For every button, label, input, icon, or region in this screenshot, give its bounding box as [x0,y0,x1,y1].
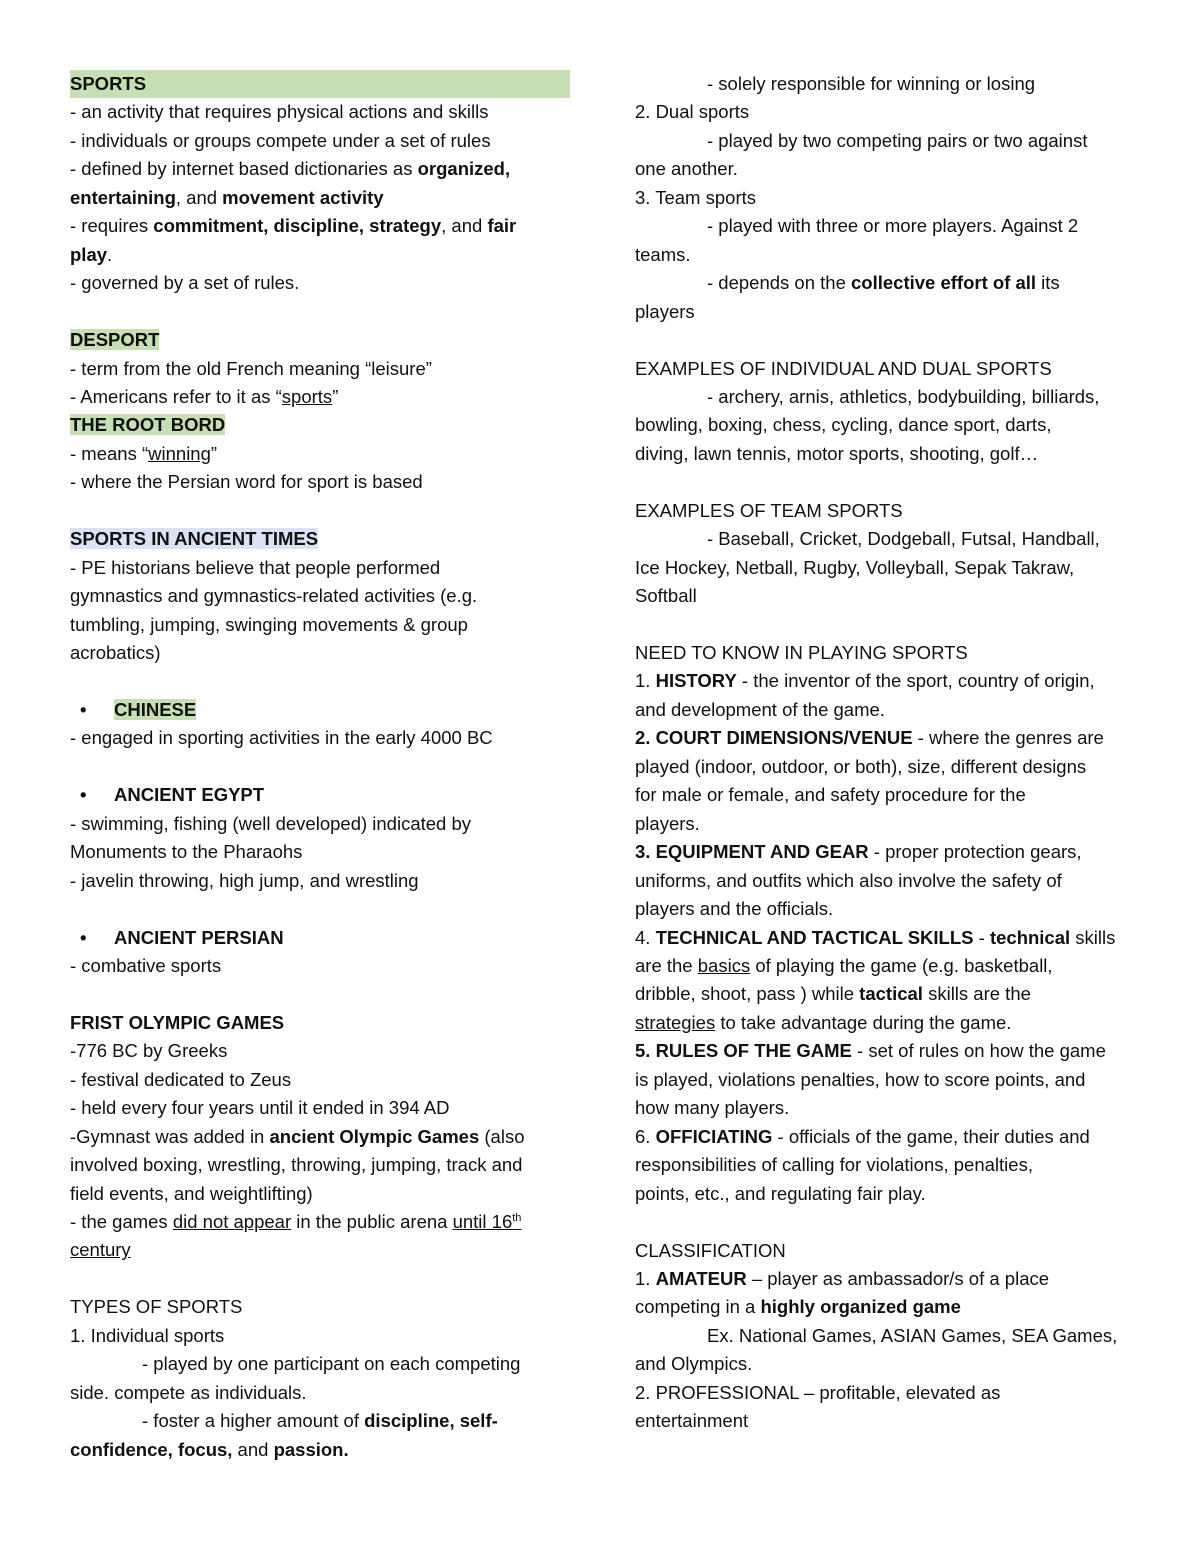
need-line: played (indoor, outdoor, or both), size, different designs [635,755,1087,777]
need-line: and development of the game. [635,698,885,720]
classification-line: 2. PROFESSIONAL – profitable, elevated as [635,1381,1001,1403]
heading-classification: CLASSIFICATION [635,1239,786,1261]
egypt-line: - swimming, fishing (well developed) indicated by [70,812,472,834]
heading-team-examples: EXAMPLES OF TEAM SPORTS [635,499,903,521]
sports-line: play. [70,243,113,265]
olympic-line: century [70,1239,131,1261]
types-line: 3. Team sports [635,186,756,208]
olympic-line: - the games did not appear in the public arena until 16th [70,1211,522,1233]
sports-line: - requires commitment, discipline, strategy, and fair [70,215,517,237]
olympic-line: field events, and weightlifting) [70,1182,313,1204]
need-line: are the basics of playing the game (e.g. basketball, [635,955,1053,976]
need-line: how many players. [635,1097,790,1119]
examples-line: diving, lawn tennis, motor sports, shooting, golf… [635,442,1039,464]
right-column [635,70,1140,1436]
types-line: side. compete as individuals. [70,1381,307,1403]
types-line: 1. Individual sports [70,1324,225,1346]
olympic-line: -Gymnast was added in ancient Olympic Games (also [70,1125,525,1147]
need-line: dribble, shoot, pass ) while tactical skills are the [635,983,1031,1005]
types-line: - played with three or more players. Against 2 [707,215,1079,237]
types-line: teams. [635,243,691,265]
heading-desport: DESPORT [70,329,160,351]
classification-line: and Olympics. [635,1353,753,1375]
need-line: responsibilities of calling for violations, penalties, [635,1154,1033,1176]
bullet-persian [70,924,570,952]
desport-line: - Americans refer to it as “sports” [70,385,339,407]
sports-line: entertaining, and movement activity [70,186,384,208]
classification-line: Ex. National Games, ASIAN Games, SEA Games, [707,1324,1118,1346]
heading-ancient-times: SPORTS IN ANCIENT TIMES [70,528,319,550]
need-line: 6. OFFICIATING - officials of the game, their duties and [635,1125,1090,1147]
need-line: 4. TECHNICAL AND TACTICAL SKILLS - technical skills [635,926,1116,948]
ancient-line: gymnastics and gymnastics-related activities (e.g. [70,585,478,607]
heading-sports: SPORTS [70,70,570,98]
need-line: strategies to take advantage during the game. [635,1011,1012,1033]
left-column [70,70,570,1464]
classification-line: 1. AMATEUR – player as ambassador/s of a place [635,1267,1050,1289]
sports-line: - defined by internet based dictionaries as organized, [70,158,511,180]
ancient-line: acrobatics) [70,642,161,664]
sports-line: - individuals or groups compete under a set of rules [70,129,491,151]
bullet-chinese [70,696,570,724]
need-line: for male or female, and safety procedure for the [635,784,1026,806]
heading-types: TYPES OF SPORTS [70,1296,243,1318]
need-line: points, etc., and regulating fair play. [635,1182,926,1204]
heading-chinese: CHINESE [114,698,197,720]
sports-line: - governed by a set of rules. [70,272,300,294]
need-line: 3. EQUIPMENT AND GEAR - proper protection gears, [635,841,1082,863]
bullet-icon: • [80,784,87,806]
desport-line: - term from the old French meaning “leisure” [70,357,432,379]
egypt-line: Monuments to the Pharaohs [70,841,303,863]
olympic-line: - held every four years until it ended in 394 AD [70,1097,450,1119]
olympic-line: - festival dedicated to Zeus [70,1068,292,1090]
types-line: - depends on the collective effort of all its [707,272,1060,294]
ancient-line: tumbling, jumping, swinging movements & group [70,613,468,635]
heading-ancient-persian: ANCIENT PERSIAN [114,926,284,948]
types-line: - foster a higher amount of discipline, self- [142,1410,498,1432]
types-line: one another. [635,158,738,180]
ancient-line: - PE historians believe that people performed [70,556,441,578]
bullet-egypt [70,781,570,809]
chinese-line: - engaged in sporting activities in the early 4000 BC [70,727,493,749]
classification-line: entertainment [635,1410,749,1432]
heading-individual-examples: EXAMPLES OF INDIVIDUAL AND DUAL SPORTS [635,357,1052,379]
sports-line: - an activity that requires physical actions and skills [70,101,489,123]
bullet-icon: • [80,926,87,948]
heading-root-bord: THE ROOT BORD [70,414,226,436]
need-line: uniforms, and outfits which also involve the safety of [635,869,1062,891]
need-line: players and the officials. [635,898,834,920]
need-line: players. [635,812,700,834]
need-line: 2. COURT DIMENSIONS/VENUE - where the genres are [635,727,1104,749]
persian-line: - combative sports [70,954,222,976]
types-line: 2. Dual sports [635,101,750,123]
heading-need-to-know: NEED TO KNOW IN PLAYING SPORTS [635,642,968,664]
types-line: confidence, focus, and passion. [70,1438,349,1460]
olympic-line: -776 BC by Greeks [70,1040,228,1062]
heading-ancient-egypt: ANCIENT EGYPT [114,784,265,806]
examples-line: - archery, arnis, athletics, bodybuilding, billiards, [707,385,1100,407]
classification-line: competing in a highly organized game [635,1296,961,1318]
egypt-line: - javelin throwing, high jump, and wrestling [70,869,419,891]
rootbord-line: - where the Persian word for sport is based [70,471,423,493]
heading-olympic: FRIST OLYMPIC GAMES [70,1011,285,1033]
need-line: is played, violations penalties, how to score points, and [635,1068,1086,1090]
examples-line: Ice Hockey, Netball, Rugby, Volleyball, Sepak Takraw, [635,556,1075,578]
rootbord-line: - means “winning” [70,442,218,464]
types-line: - played by two competing pairs or two against [707,129,1088,151]
types-line: players [635,300,695,322]
types-line: - solely responsible for winning or losing [707,73,1036,94]
types-line: - played by one participant on each competing [142,1353,521,1375]
need-line: 5. RULES OF THE GAME - set of rules on how the game [635,1040,1106,1062]
bullet-icon: • [80,698,87,720]
examples-line: - Baseball, Cricket, Dodgeball, Futsal, Handball, [707,528,1100,550]
olympic-line: involved boxing, wrestling, throwing, jumping, track and [70,1154,523,1176]
examples-line: Softball [635,585,697,607]
need-line: 1. HISTORY - the inventor of the sport, country of origin, [635,670,1095,692]
examples-line: bowling, boxing, chess, cycling, dance sport, darts, [635,414,1052,436]
